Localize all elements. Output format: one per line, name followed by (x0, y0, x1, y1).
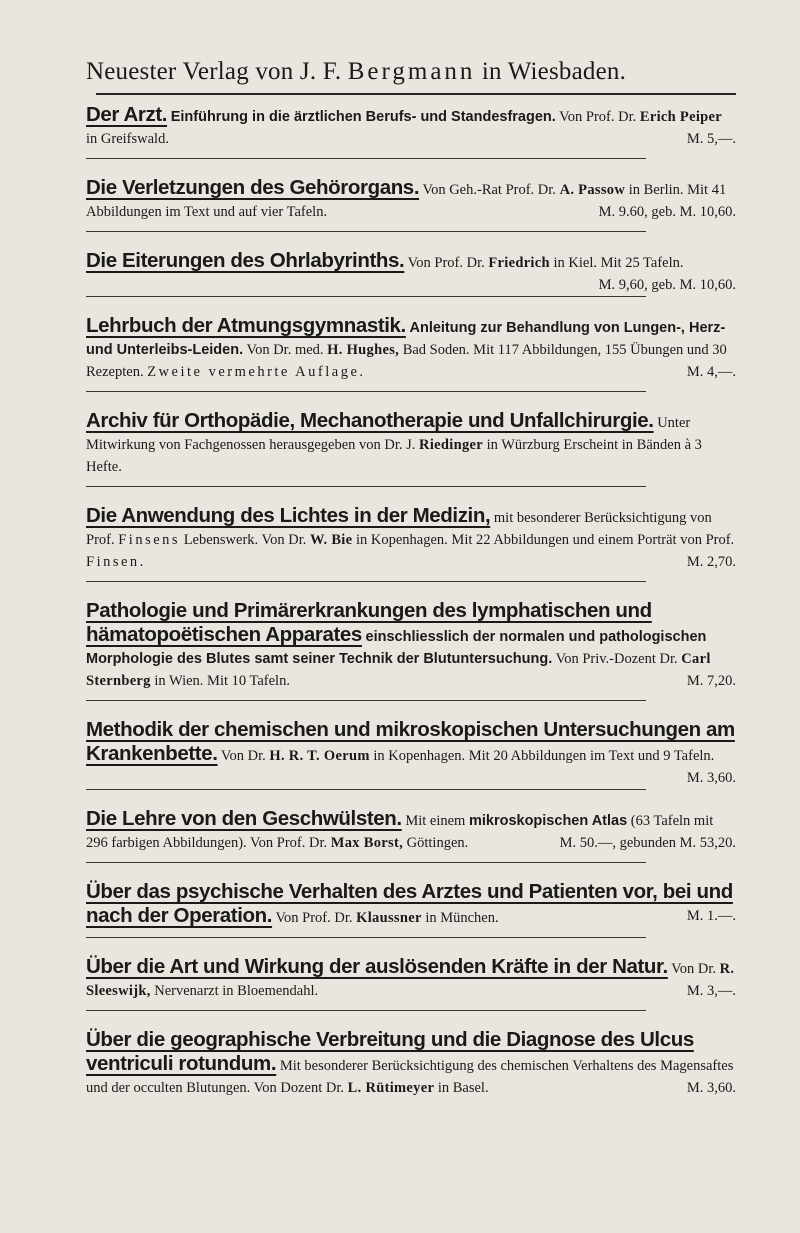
book-text: in Kopenhagen. Mit 22 Abbildungen und einem Porträt von Prof. (356, 532, 735, 548)
book-title: Die Eiterungen des Ohrlabyrinths. (86, 249, 405, 272)
book-edition: Zweite vermehrte Auflage. (147, 364, 366, 380)
book-text: in Basel. (437, 1080, 489, 1096)
book-text: Göttingen. (406, 835, 469, 851)
book-text: Finsens (118, 532, 181, 548)
book-title: Lehrbuch der Atmungsgymnastik. (86, 314, 406, 337)
book-subtitle: Anleitung zur Behandlung von Lungen-, Herz- und Unterleibs-Leiden. (86, 320, 726, 358)
book-entry (86, 719, 736, 790)
book-title: Pathologie und Primärerkrankungen des lymphatischen und hämatopoëtischen Apparates (86, 599, 652, 646)
book-text: in Würzburg Erscheint in Bänden à 3 Hefte. (86, 437, 702, 475)
book-text: Finsen. (86, 554, 146, 570)
book-price: M. 4,—. (686, 364, 736, 380)
book-entry (86, 505, 736, 582)
book-entry (86, 881, 736, 938)
header-rule (96, 93, 736, 95)
book-author: W. Bie (310, 532, 353, 548)
book-price: M. 7,20. (686, 673, 736, 689)
book-text: mit besonderer Berücksichtigung von Prof. (86, 510, 712, 548)
divider (86, 789, 646, 790)
book-text: Nervenarzt in Bloemendahl. (154, 983, 319, 999)
book-entry (86, 956, 736, 1011)
book-text: in Berlin. Mit 41 Abbildungen im Text und auf vier Tafeln. (86, 182, 727, 220)
book-price: M. 5,—. (686, 131, 736, 147)
book-author: H. R. T. Oerum (269, 748, 370, 764)
book-price: M. 1.—. (686, 908, 736, 924)
book-author: H. Hughes, (327, 342, 400, 358)
book-title: Methodik der chemischen und mikroskopischen Untersuchungen am Krankenbette. (86, 718, 735, 765)
book-subtitle: einschliesslich der normalen und pathologischen Morphologie des Blutes samt seiner Technik der Blutuntersuchung. (86, 629, 707, 667)
book-author: Erich Peiper (639, 109, 722, 125)
publisher-name: Bergmann (347, 58, 476, 85)
book-author: Carl Sternberg (86, 651, 711, 689)
header-prefix: Neuester Verlag von J. F. (86, 58, 342, 85)
book-title: Die Anwendung des Lichtes in der Medizin, (86, 504, 491, 527)
book-text: Unter Mitwirkung von Fachgenossen herausgegeben von Dr. J. (86, 415, 691, 453)
book-text: Von Prof. Dr. (407, 255, 485, 271)
book-text: Mit einem (405, 813, 466, 829)
book-text: Von Dr. (220, 748, 266, 764)
book-text: Von Dr. (671, 961, 717, 977)
book-author: A. Passow (559, 182, 626, 198)
book-price: M. 3,60. (686, 1080, 736, 1096)
book-title: Die Lehre von den Geschwülsten. (86, 807, 402, 830)
book-price: M. 9,60, geb. M. 10,60. (598, 277, 736, 293)
book-title: Über das psychische Verhalten des Arztes und Patienten vor, bei und nach der Operation. (86, 880, 733, 927)
book-text: Von Prof. Dr. (559, 109, 637, 125)
book-text: in Wien. Mit 10 Tafeln. (154, 673, 290, 689)
book-entry (86, 315, 736, 392)
divider (86, 862, 646, 863)
book-price: M. 50.—, gebunden M. 53,20. (559, 835, 736, 851)
book-price: M. 9.60, geb. M. 10,60. (598, 204, 736, 220)
book-author: Max Borst, (330, 835, 404, 851)
book-subtitle: Einführung in die ärztlichen Berufs- und Standesfragen. (170, 109, 556, 125)
book-author: Klaussner (356, 910, 422, 926)
divider (86, 1010, 646, 1011)
book-title: Archiv für Orthopädie, Mechanotherapie und Unfallchirurgie. (86, 409, 654, 432)
divider (86, 231, 646, 232)
book-text: in Greifswald. (86, 131, 169, 147)
book-text: in Kopenhagen. Mit 20 Abbildungen im Text und 9 Tafeln. (373, 748, 715, 764)
book-text: in Kiel. Mit 25 Tafeln. (553, 255, 684, 271)
book-list (86, 104, 736, 1117)
book-title: Über die geographische Verbreitung und die Diagnose des Ulcus ventriculi rotundum. (86, 1028, 694, 1075)
book-title: Der Arzt. (86, 103, 168, 126)
divider (86, 486, 646, 487)
book-entry (86, 104, 736, 159)
book-subtitle: mikroskopischen Atlas (468, 813, 628, 829)
book-text: Von Priv.-Dozent Dr. (555, 651, 678, 667)
book-text: Von Prof. Dr. (275, 910, 353, 926)
book-text: in München. (425, 910, 499, 926)
book-author: R. Sleeswijk, (86, 961, 735, 999)
header-suffix: in Wiesbaden. (481, 58, 627, 85)
divider (86, 937, 646, 938)
book-entry (86, 177, 736, 232)
page-header (86, 58, 626, 86)
book-text: Mit besonderer Berücksichtigung des chemischen Verhaltens des Magensaftes und der occulten Blutungen. Von Dozent Dr. (86, 1058, 734, 1096)
divider (86, 158, 646, 159)
book-price: M. 3,—. (686, 983, 736, 999)
book-price: M. 2,70. (686, 554, 736, 570)
book-price: M. 3,60. (686, 770, 736, 786)
book-entry (86, 410, 736, 487)
divider (86, 700, 646, 701)
book-entry (86, 1029, 736, 1099)
book-entry (86, 250, 736, 297)
book-text: Von Dr. med. (246, 342, 324, 358)
divider (86, 296, 646, 297)
book-title: Die Verletzungen des Gehörorgans. (86, 176, 420, 199)
book-author: Riedinger (419, 437, 483, 453)
book-text: Von Geh.-Rat Prof. Dr. (422, 182, 556, 198)
divider (86, 391, 646, 392)
book-author: Friedrich (488, 255, 550, 271)
book-author: L. Rütimeyer (347, 1080, 435, 1096)
divider (86, 581, 646, 582)
book-entry (86, 600, 736, 701)
book-text: Bad Soden. Mit 117 Abbildungen, 155 Übungen und 30 Rezepten. (86, 342, 727, 380)
book-text: Lebenswerk. Von Dr. (183, 532, 307, 548)
book-entry (86, 808, 736, 863)
book-text: (63 Tafeln mit 296 farbigen Abbildungen). Von Prof. Dr. (86, 813, 714, 851)
book-title: Über die Art und Wirkung der auslösenden Kräfte in der Natur. (86, 955, 668, 978)
